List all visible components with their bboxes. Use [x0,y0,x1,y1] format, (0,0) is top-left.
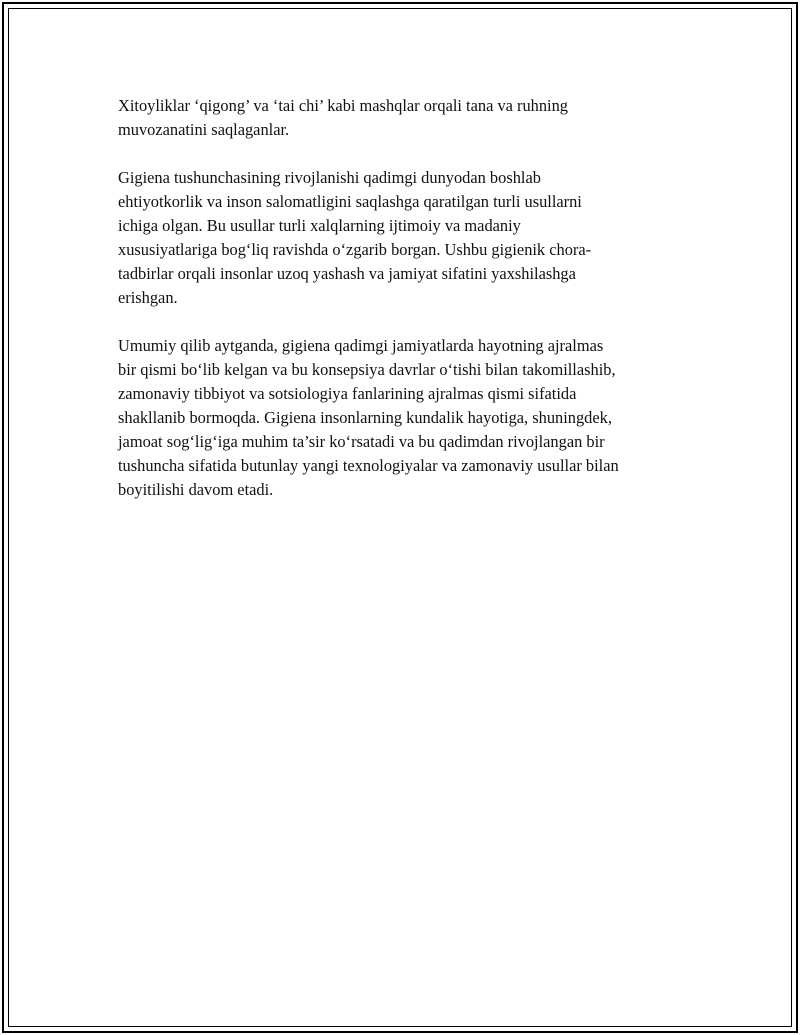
text-line: jamoat sog‘lig‘iga muhim ta’sir ko‘rsatadi va bu qadimdan rivojlangan bir [118,432,605,451]
text-line: Gigiena tushunchasining rivojlanishi qadimgi dunyodan boshlab [118,168,541,187]
text-line: zamonaviy tibbiyot va sotsiologiya fanlarining ajralmas qismi sifatida [118,384,577,403]
text-line: xususiyatlariga bog‘liq ravishda o‘zgarib borgan. Ushbu gigienik chora- [118,240,592,259]
text-line: tadbirlar orqali insonlar uzoq yashash va jamiyat sifatini yaxshilashga [118,264,576,283]
text-line: Xitoyliklar ‘qigong’ va ‘tai chi’ kabi mashqlar orqali tana va ruhning [118,96,568,115]
text-line: shakllanib bormoqda. Gigiena insonlarning kundalik hayotiga, shuningdek, [118,408,612,427]
text-line: muvozanatini saqlaganlar. [118,120,290,139]
text-line: boyitilishi davom etadi. [118,480,274,499]
paragraph-1 [118,94,688,142]
paragraph-2 [118,166,688,310]
paragraph-3 [118,334,688,502]
text-line: bir qismi bo‘lib kelgan va bu konsepsiya davrlar o‘tishi bilan takomillashib, [118,360,616,379]
document-body [118,94,688,526]
text-line: erishgan. [118,288,178,307]
text-line: ehtiyotkorlik va inson salomatligini saqlashga qaratilgan turli usullarni [118,192,582,211]
text-line: ichiga olgan. Bu usullar turli xalqlarning ijtimoiy va madaniy [118,216,521,235]
text-line: tushuncha sifatida butunlay yangi texnologiyalar va zamonaviy usullar bilan [118,456,619,475]
text-line: Umumiy qilib aytganda, gigiena qadimgi jamiyatlarda hayotning ajralmas [118,336,604,355]
